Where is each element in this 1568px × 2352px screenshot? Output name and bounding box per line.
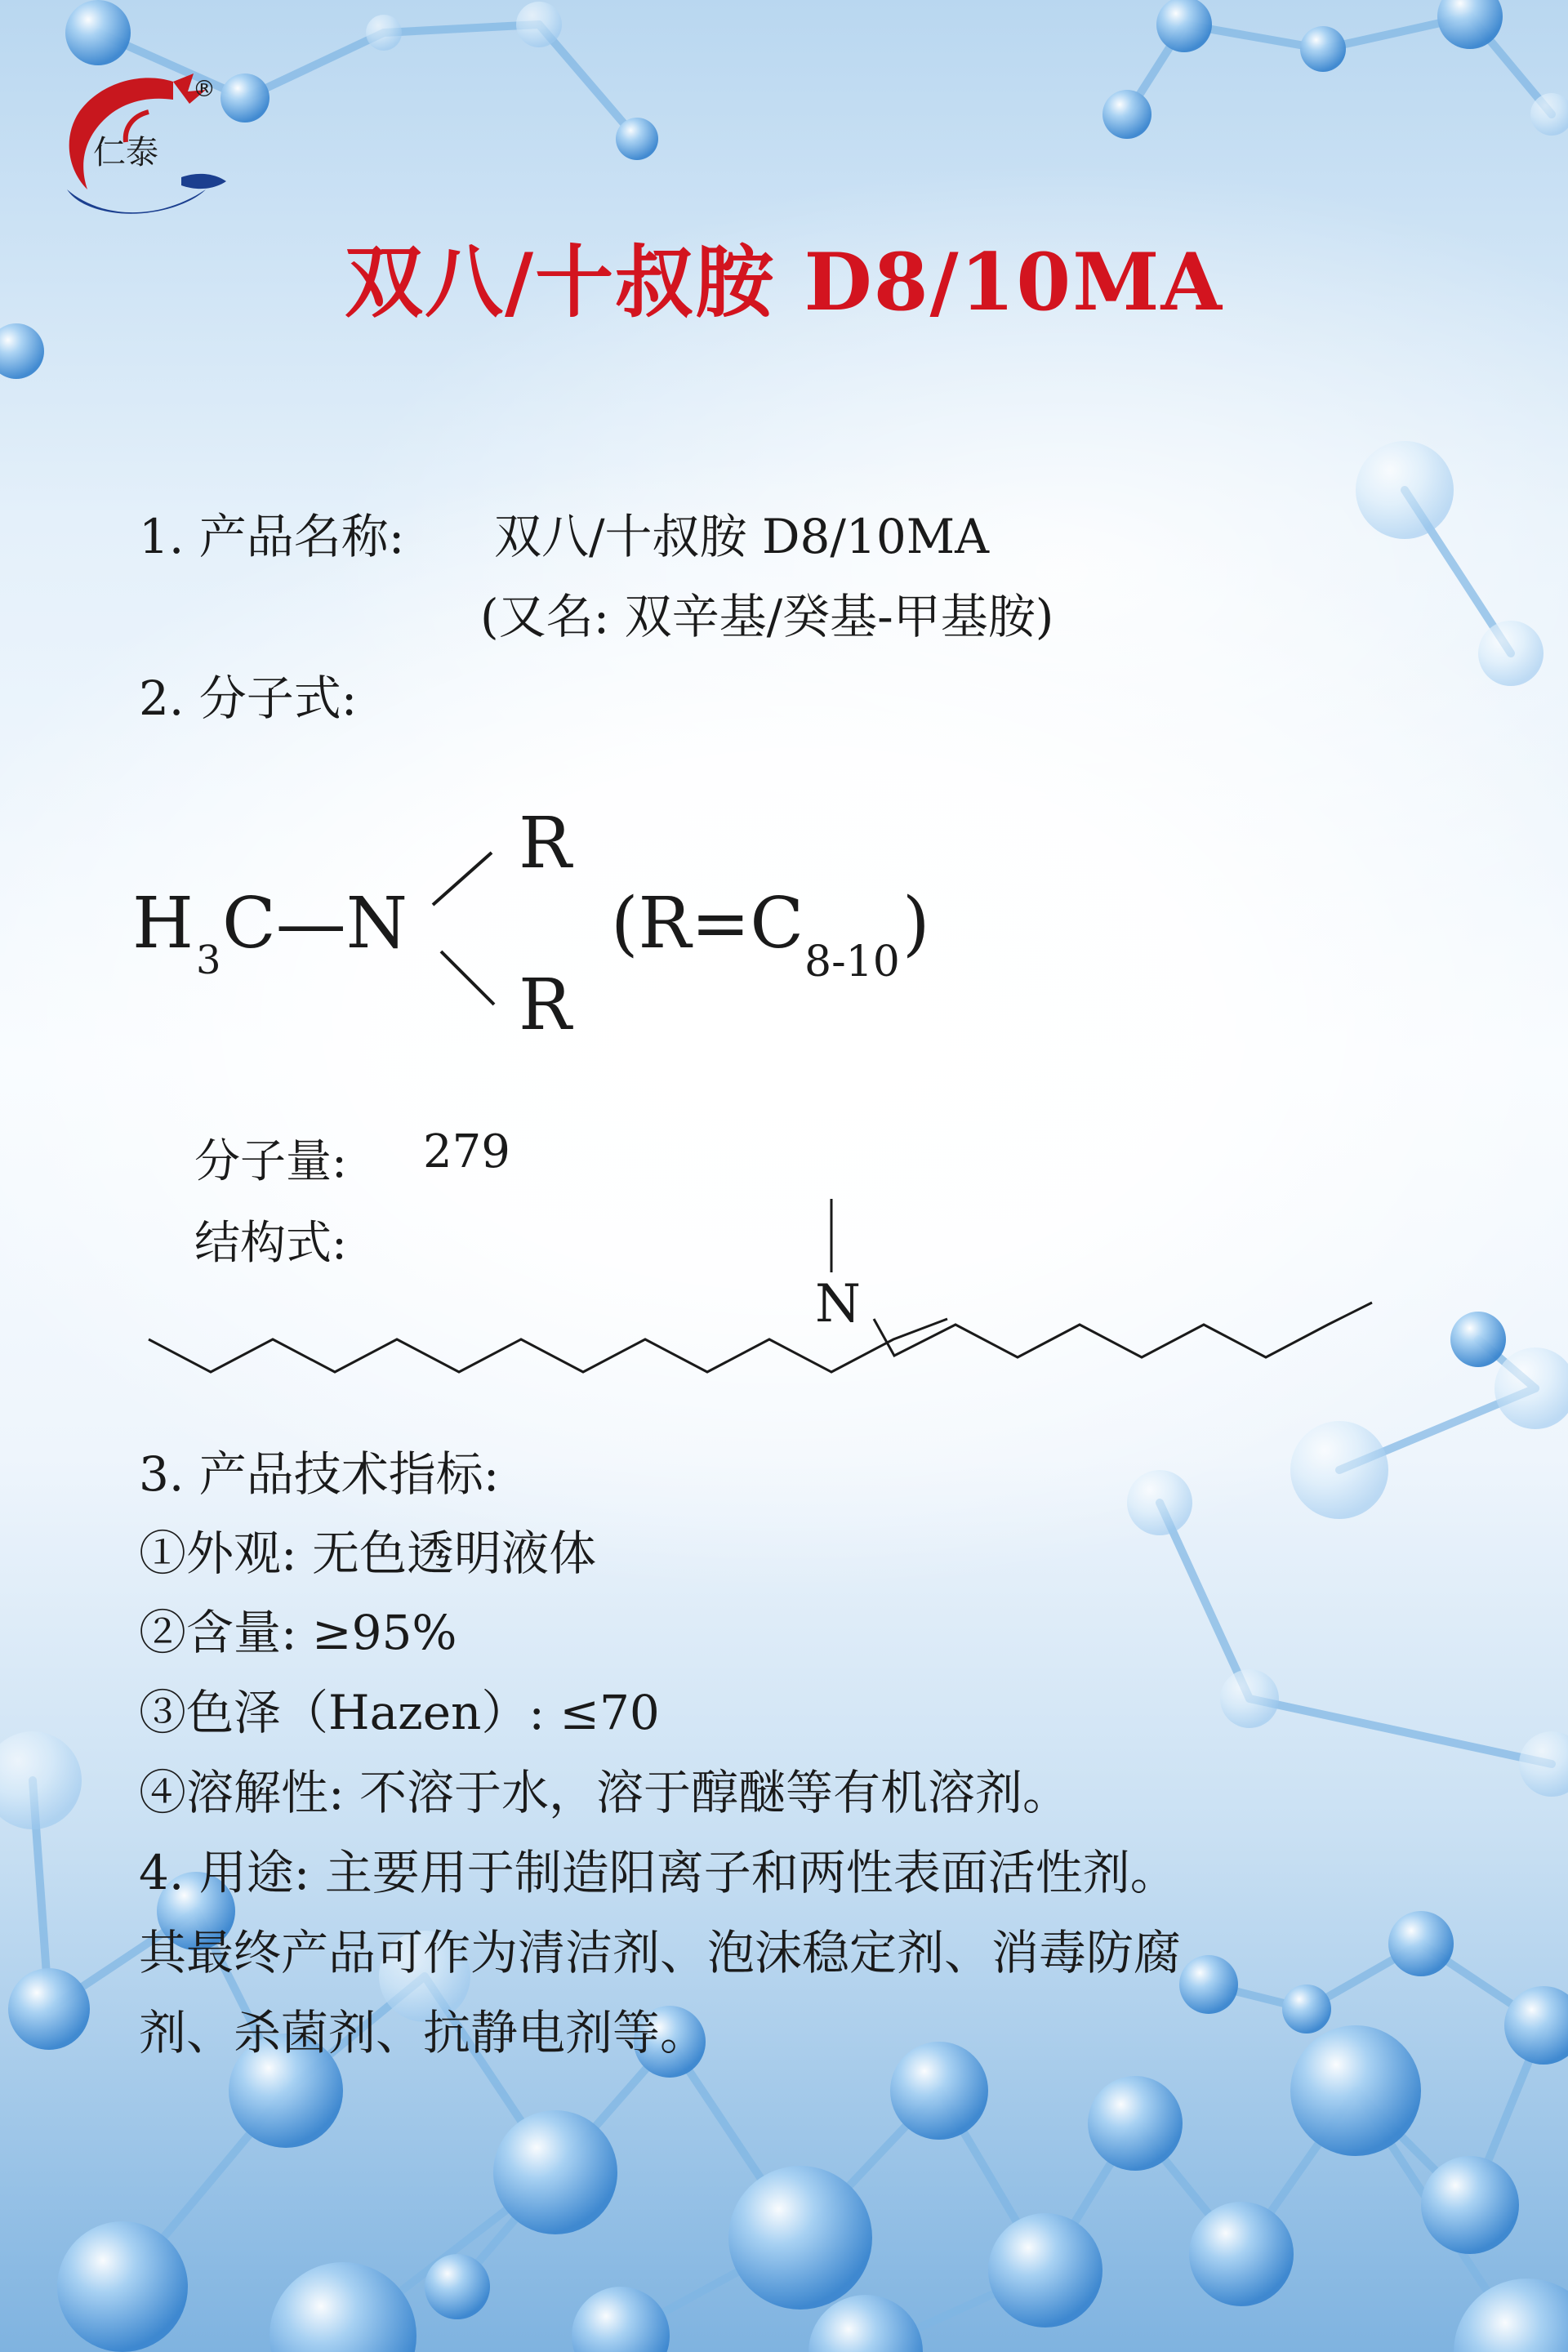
structure-label: 结构式: <box>194 1217 347 1270</box>
molecule-bond <box>1250 1699 1552 1764</box>
molecule-atom <box>270 2262 416 2352</box>
usage-line-1: 4. 用途: 主要用于制造阳离子和两性表面活性剂。 <box>139 1845 1178 1900</box>
molecule-atom <box>425 2254 490 2319</box>
section-2-label: 2. 分子式: <box>139 670 358 726</box>
molecule-atom <box>728 2166 872 2310</box>
molecule-atom <box>366 15 402 51</box>
section-1-label: 1. 产品名称: <box>139 509 405 564</box>
nitrogen-atom: N <box>815 1274 861 1334</box>
molecule-atom <box>890 2042 988 2140</box>
formula-r-subscript: 8-10 <box>804 938 900 987</box>
structural-formula <box>139 1184 1396 1396</box>
usage-line-3: 剂、杀菌剂、抗静电剂等。 <box>139 2005 708 2060</box>
spec-solubility: ④溶解性: 不溶于水，溶于醇醚等有机溶剂。 <box>139 1765 1070 1820</box>
molecule-atom <box>616 118 658 160</box>
molecule-atom <box>8 1968 90 2050</box>
usage-line-2: 其最终产品可作为清洁剂、泡沫稳定剂、消毒防腐 <box>139 1925 1182 1980</box>
molecule-atom <box>1519 1731 1568 1797</box>
spec-color: ③色泽（Hazen）: ≤70 <box>139 1685 660 1740</box>
molecule-atom <box>65 0 131 65</box>
spec-content: ②含量: ≥95% <box>139 1605 457 1660</box>
molecule-atom <box>1088 2076 1183 2171</box>
product-alias: (又名: 双辛基/癸基-甲基胺) <box>480 589 1054 644</box>
molecule-atom <box>1450 1312 1506 1367</box>
molecule-atom <box>1504 1986 1568 2065</box>
molecule-atom <box>1156 0 1212 52</box>
mw-value: 279 <box>423 1125 510 1178</box>
svg-text:仁泰: 仁泰 <box>93 134 158 172</box>
formula-r-top: R <box>519 803 572 884</box>
molecule-atom <box>1189 2202 1294 2306</box>
formula-h-subscript: 3 <box>196 938 221 983</box>
molecule-atom <box>516 2 562 47</box>
formula-c-n: C—N <box>222 883 408 964</box>
molecule-atom <box>1102 90 1152 139</box>
mw-label: 分子量: <box>194 1135 347 1188</box>
molecule-atom <box>1282 1984 1331 2034</box>
molecule-atom <box>1300 26 1346 72</box>
section-3-label: 3. 产品技术指标: <box>139 1446 500 1502</box>
bond-upper <box>433 853 492 905</box>
octyl-chain <box>874 1303 1372 1357</box>
molecule-atom <box>1290 1421 1388 1519</box>
trademark-symbol: ® <box>193 75 216 102</box>
molecule-atom <box>1388 1911 1454 1976</box>
bond-lower <box>441 951 494 1004</box>
molecular-formula <box>122 800 1021 1078</box>
molecule-bond <box>384 24 539 33</box>
molecule-atom <box>493 2110 617 2234</box>
molecule-atom <box>1478 621 1544 686</box>
molecule-atom <box>1220 1669 1279 1728</box>
molecule-atom <box>572 2287 670 2352</box>
molecule-atom <box>57 2221 188 2352</box>
molecule-atom <box>0 1731 82 1829</box>
page-title: 双八/十叔胺 D8/10MA <box>345 236 1223 328</box>
molecule-atom <box>1421 2156 1519 2254</box>
molecule-atom <box>1179 1955 1238 2014</box>
formula-r-definition: (R=C <box>611 883 804 964</box>
formula-h: H <box>132 883 194 964</box>
formula-r-bottom: R <box>519 964 572 1046</box>
product-name: 双八/十叔胺 D8/10MA <box>494 509 989 564</box>
molecule-atom <box>1356 441 1454 539</box>
formula-close-paren: ) <box>902 883 930 964</box>
molecule-atom <box>1290 2025 1421 2156</box>
molecule-atom <box>1127 1470 1192 1535</box>
molecule-atom <box>1454 2278 1568 2352</box>
spec-appearance: ①外观: 无色透明液体 <box>139 1526 596 1581</box>
molecule-atom <box>988 2213 1102 2328</box>
